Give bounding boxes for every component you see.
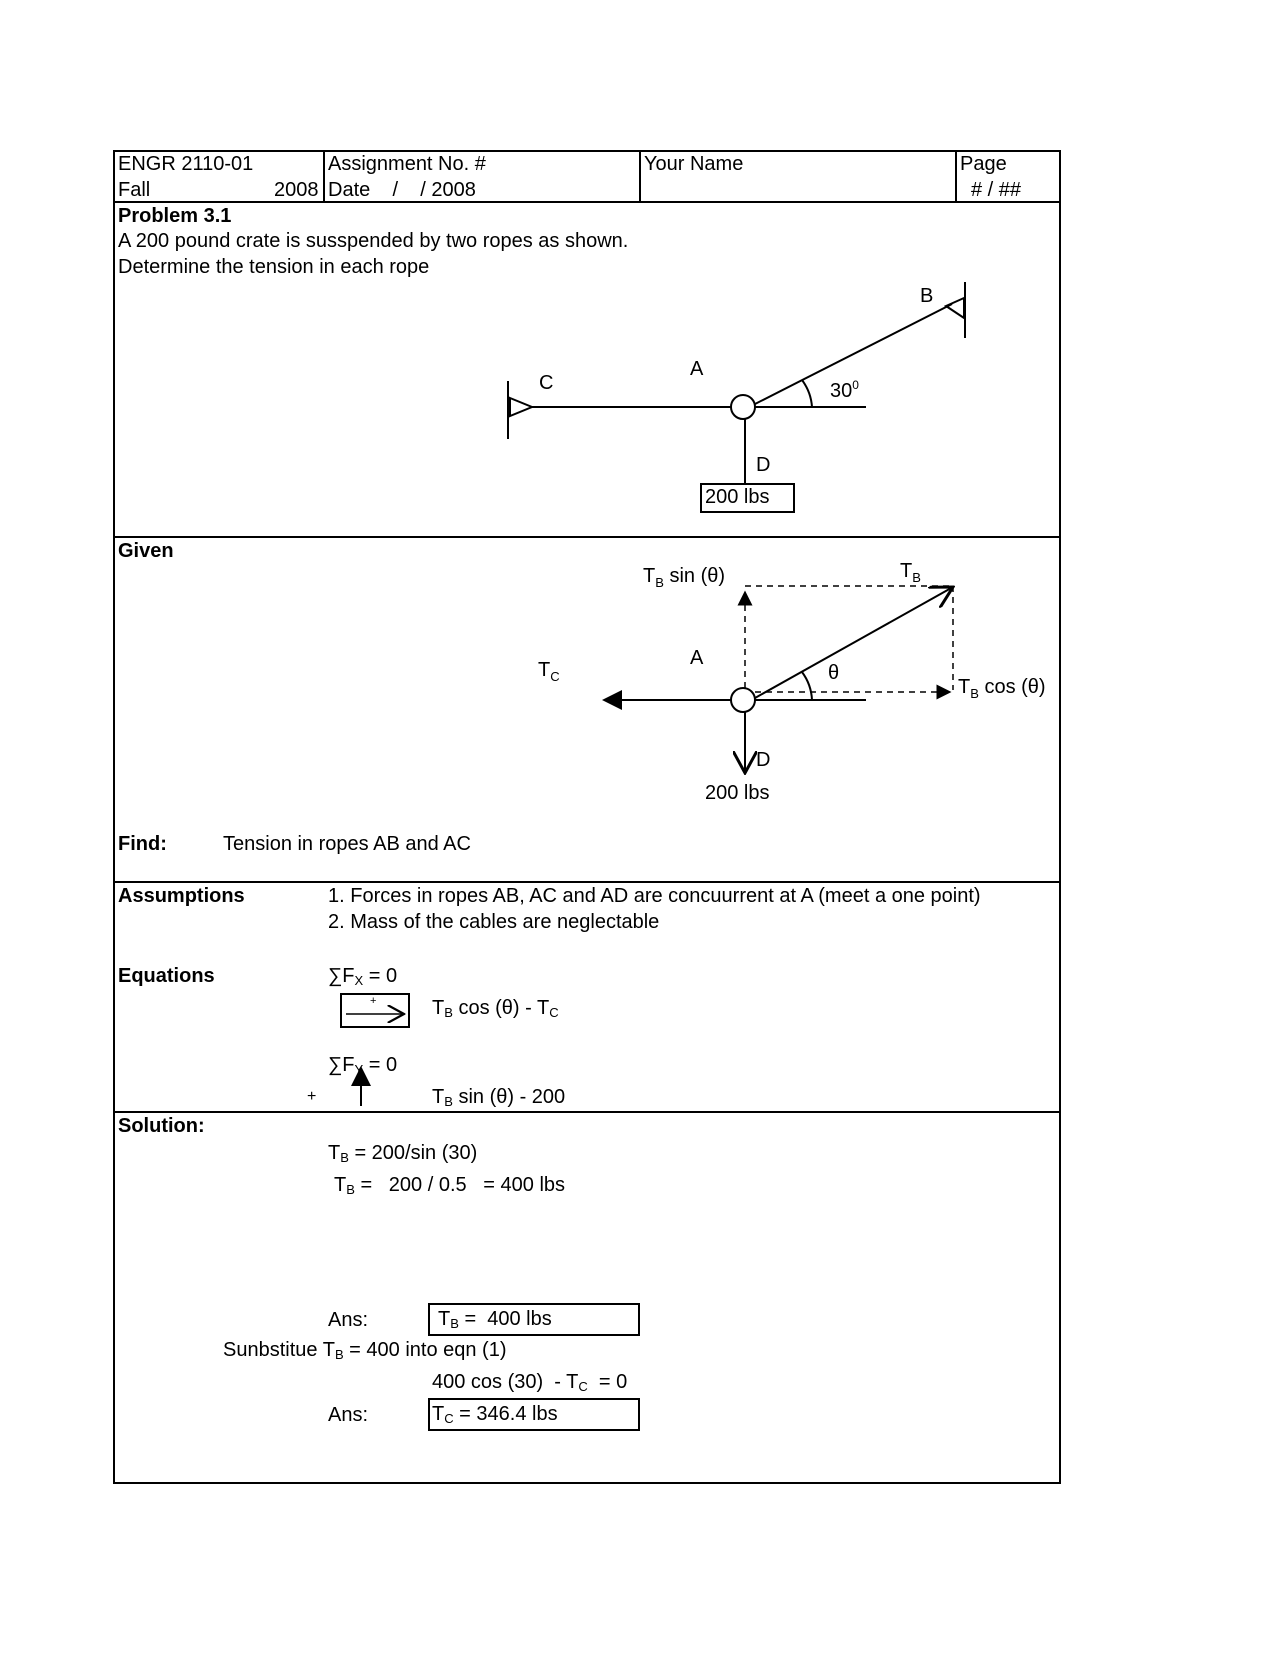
page-label: Page xyxy=(960,153,1007,175)
tb-sin-label: $T_B$ sin (θ) xyxy=(643,565,726,590)
solution-step-1: $T_B = 200/\sin$ (30) xyxy=(328,1142,478,1165)
assumption-1: 1. Forces in ropes AB, AC and AD are concuurrent at A (meet a one point) xyxy=(328,885,981,907)
equation-step-3: 400 $\cos (30) - T_C = 0$ xyxy=(432,1371,628,1394)
find-text: Tension in ropes AB and AC xyxy=(223,833,471,855)
assumption-2: 2. Mass of the cables are neglectable xyxy=(328,911,660,933)
tb-cos-label: $T_B$ cos (θ) xyxy=(958,676,1046,701)
angle-number: 30 xyxy=(830,380,853,402)
sum-fy: $\sum F_Y = 0$ xyxy=(328,1054,398,1077)
answer-1-value: $T_B = 400$ lbs xyxy=(438,1308,552,1331)
assignment-number: Assignment No. # xyxy=(328,153,486,175)
answer-2-value: $T_C = 346.4$ lbs xyxy=(432,1403,558,1426)
fbd-label-d: D xyxy=(756,749,771,771)
equations-label: Equations xyxy=(118,965,215,987)
course-code: ENGR 2110-01 xyxy=(118,153,254,175)
theta-label: θ xyxy=(828,662,840,684)
positive-y-plus: + xyxy=(307,1088,317,1105)
substitute-step: Sunbstitue $T_B = 400$ into eqn (1) xyxy=(223,1339,507,1362)
sum-fx: $\sum F_X = 0$ xyxy=(328,965,398,988)
angle-degree: 0 xyxy=(852,378,859,392)
tc-label: $T_C$ xyxy=(538,659,560,684)
positive-x-plus: + xyxy=(370,995,377,1007)
date-field: Date / / 2008 xyxy=(328,179,476,201)
year: 2008 xyxy=(274,179,319,201)
fbd-label-a: A xyxy=(690,647,704,669)
given-heading: Given xyxy=(118,540,174,562)
term: Fall xyxy=(118,179,151,201)
problem-line-1: A 200 pound crate is susspended by two ropes as shown. xyxy=(118,230,629,252)
label-b: B xyxy=(920,285,934,307)
student-name: Your Name xyxy=(644,153,744,175)
assumptions-label: Assumptions xyxy=(118,885,245,907)
problem-line-2: Determine the tension in each rope xyxy=(118,256,430,278)
crate-weight: 200 lbs xyxy=(705,486,770,508)
equation-x: $T_B$ $\cos (\theta) - T_C$ xyxy=(432,997,559,1020)
answer-2-label: Ans: xyxy=(328,1404,369,1426)
label-d: D xyxy=(756,454,771,476)
tb-label: $T_B$ xyxy=(900,560,921,585)
solution-divider xyxy=(113,1111,1061,1113)
problem-title: Problem 3.1 xyxy=(118,205,232,227)
solution-step-2: $T_B = 200 / 0.5 = 400$ lbs xyxy=(334,1174,566,1197)
answer-1-label: Ans: xyxy=(328,1309,369,1331)
label-c: C xyxy=(539,372,554,394)
label-a: A xyxy=(690,358,704,380)
equation-y: $T_B$ sin (θ) - 200 xyxy=(432,1086,566,1109)
find-label: Find: xyxy=(118,833,167,855)
solution-label: Solution: xyxy=(118,1115,205,1137)
page-number: # / ## xyxy=(971,179,1022,201)
fbd-weight: 200 lbs xyxy=(705,782,770,804)
